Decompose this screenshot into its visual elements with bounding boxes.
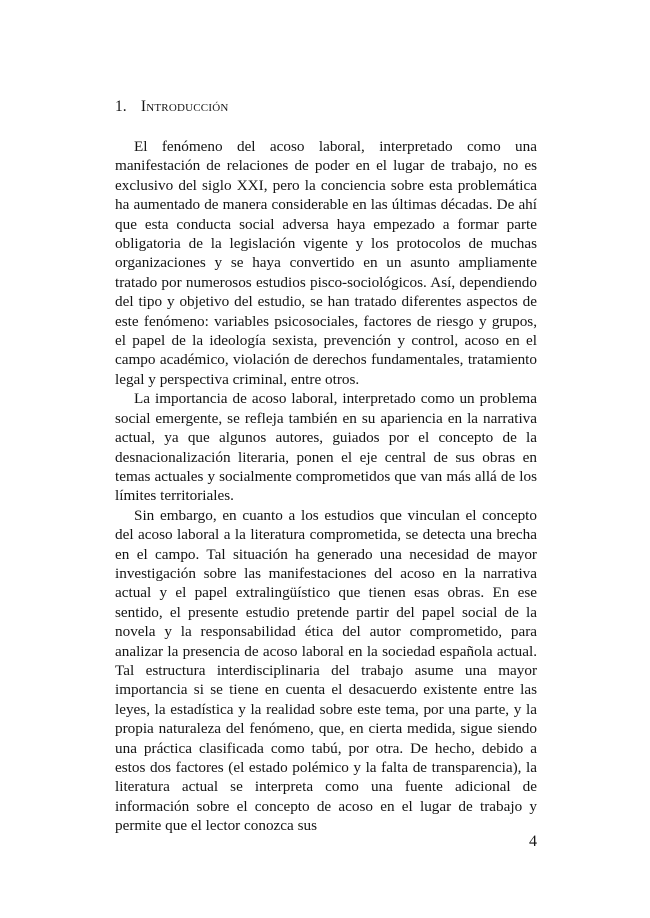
paragraph-3: Sin embargo, en cuanto a los estudios que vinculan el concepto del acoso laboral a la literatura comprometida, se detecta una brecha en el campo. Tal situación ha generado una necesidad de mayor investigación sobre las manifestaciones del acoso en la narrativa actual y el papel extralingüístico que tienen esas obras. En ese sentido, el presente estudio pretende partir del papel social de la novela y la responsabilidad ética del autor comprometido, para analizar la presencia de acoso laboral en la sociedad española actual. Tal estructura interdisciplinaria del trabajo asume una mayor importancia si se tiene en cuenta el desacuerdo existente entre las leyes, la estadística y la realidad sobre este tema, por una parte, y la propia naturaleza del fenómeno, que, en cierta medida, sigue siendo una práctica clasificada como tabú, por otra. De hecho, debido a estos dos factores (el estado polémico y la falta de transparencia), la literatura actual se interpreta como una fuente adicional de información sobre el concepto de acoso en el lugar de trabajo y permite que el lector conozca sus	[115, 506, 537, 835]
page-body	[115, 97, 537, 836]
section-heading	[115, 97, 537, 117]
paragraph-1: El fenómeno del acoso laboral, interpretado como una manifestación de relaciones de poder en el lugar de trabajo, no es exclusivo del siglo XXI, pero la conciencia sobre esta problemática ha aumentado de manera considerable en las últimas décadas. De ahí que esta conducta social adversa haya empezado a formar parte obligatoria de la legislación vigente y los protocolos de muchas organizaciones y se haya convertido en un asunto ampliamente tratado por numerosos estudios pisco-sociológicos. Así, dependiendo del tipo y objetivo del estudio, se han tratado diferentes aspectos de este fenómeno: variables psicosociales, factores de riesgo y grupos, el papel de la ideología sexista, prevención y control, acoso en el campo académico, violación de derechos fundamentales, tratamiento legal y perspectiva criminal, entre otros.	[115, 138, 537, 388]
paragraph-2: La importancia de acoso laboral, interpretado como un problema social emergente, se refleja también en su apariencia en la narrativa actual, ya que algunos autores, guiados por el concepto de la desnacionalización literaria, ponen el eje central de sus obras en temas actuales y socialmente comprometidos que van más allá de los límites territoriales.	[115, 390, 537, 505]
section-number: 1.	[115, 98, 127, 115]
page-number: 4	[529, 833, 537, 850]
section-title: Introducción	[140, 98, 229, 115]
